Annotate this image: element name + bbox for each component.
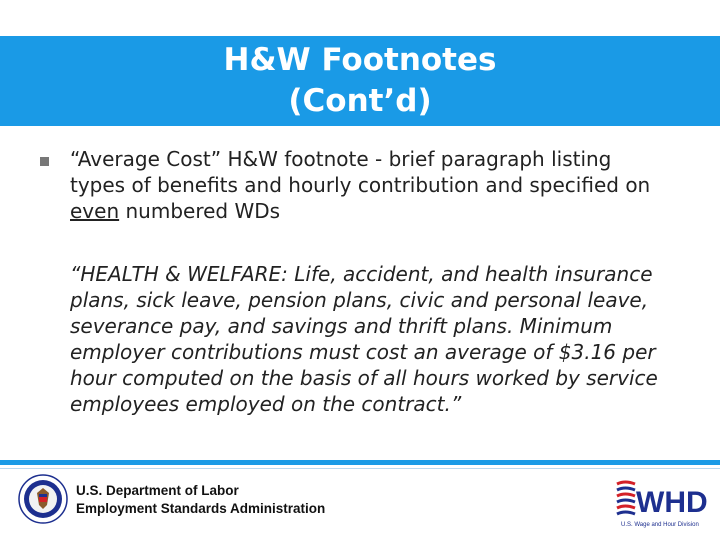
bullet-list (40, 146, 700, 224)
footer-divider (0, 460, 720, 465)
whd-flag-logo-icon (615, 474, 710, 530)
org-line-1: U.S. Department of Labor (76, 483, 239, 498)
square-bullet-icon (40, 157, 49, 166)
dol-seal-icon (18, 474, 68, 524)
flag-stripes (617, 482, 635, 514)
bullet-text (70, 146, 670, 224)
organization-name (76, 482, 325, 518)
underlined-word: even (70, 199, 120, 223)
whd-caption: U.S. Wage and Hour Division (621, 522, 699, 528)
org-line-2: Employment Standards Administration (76, 501, 326, 516)
health-welfare-quote: “HEALTH & WELFARE: Life, accident, and health insurance plans, sick leave, pension plans, civic and personal leave, severance pay, and savings and thrift plans. Minimum employer contributions must cost an average of $3.16 per hour computed on the basis of all hours worked by service employees employed on the contract.” (70, 262, 658, 416)
bullet-text-start: “Average Cost” H&W footnote - brief paragraph listing types of benefits and hourly contribution and specified on (70, 147, 651, 197)
bullet-item (40, 146, 700, 224)
footer-divider-thin (0, 468, 720, 469)
whd-letters: WHD (636, 486, 708, 519)
title-band (0, 36, 720, 126)
bullet-text-end: numbered WDs (119, 199, 281, 223)
slide-title-line-1: H&W Footnotes (223, 42, 497, 78)
slide-title-line-2: (Cont’d) (288, 83, 432, 119)
